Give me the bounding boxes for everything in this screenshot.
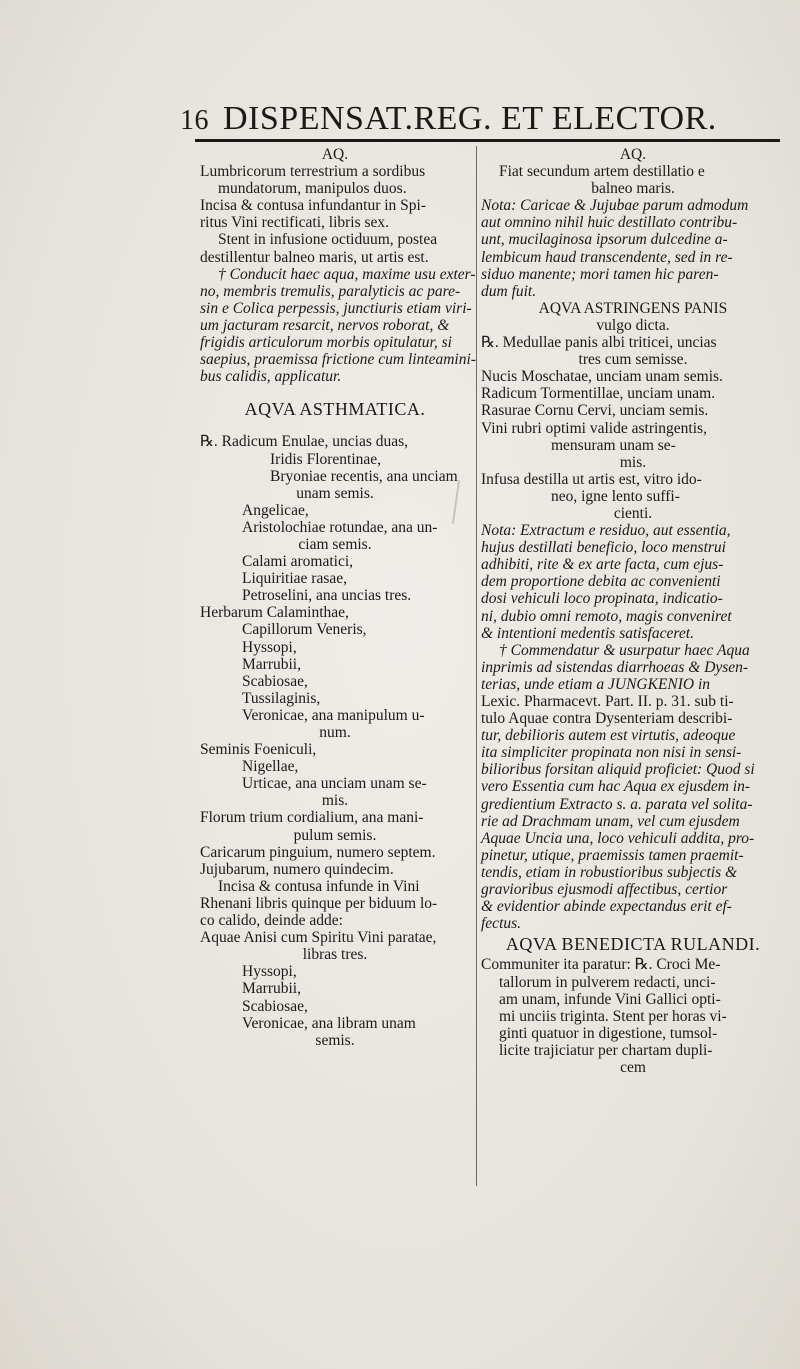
text-line: Urticae, ana unciam unam se- bbox=[242, 775, 427, 793]
text-line: adhibiti, rite & ex arte facta, cum ejus- bbox=[481, 556, 724, 574]
text-line: Angelicae, bbox=[242, 501, 309, 519]
text-line: Scabiosae, bbox=[242, 672, 308, 690]
text-line: dosi vehiculi loco propinata, indicatio- bbox=[481, 590, 723, 608]
text-line: no, membris tremulis, paralyticis ac pare- bbox=[200, 282, 461, 300]
text-line: Tussilaginis, bbox=[242, 689, 321, 707]
text-line: Nota: Extractum e residuo, aut essentia, bbox=[481, 522, 731, 540]
text-line: hujus destillati beneficio, loco menstrui bbox=[481, 539, 726, 557]
text-line: bus calidis, applicatur. bbox=[200, 368, 342, 386]
text-line: terias, unde etiam a JUNGKENIO in bbox=[481, 675, 711, 693]
text-line: Marrubii, bbox=[242, 980, 301, 998]
text-line: & evidentior abinde expectandus erit ef- bbox=[481, 898, 732, 916]
text-line: fectus. bbox=[481, 915, 522, 933]
text-line: Scabiosae, bbox=[242, 997, 308, 1015]
text-line: saepius, praemissa frictione cum linteamini- bbox=[200, 351, 476, 369]
text-line: am unam, infunde Vini Gallici opti- bbox=[499, 990, 721, 1008]
text-line: Incisa & contusa infunde in Vini bbox=[218, 877, 420, 895]
text-line: co calido, deinde adde: bbox=[200, 912, 343, 930]
text-line: Communiter ita paratur: ℞. Croci Me- bbox=[481, 956, 721, 974]
text-line: bilioribus forsitan aliquid proficiet: Quod si bbox=[481, 761, 755, 779]
text-line: Capillorum Veneris, bbox=[242, 621, 367, 639]
text-line: tur, debilioris autem est virtutis, adeoque bbox=[481, 727, 736, 745]
text-line: Seminis Foeniculi, bbox=[200, 741, 317, 759]
text-line: Herbarum Calaminthae, bbox=[200, 604, 349, 622]
text-line: mis. bbox=[619, 453, 647, 471]
text-line: ritus Vini rectificati, libris sex. bbox=[200, 214, 390, 232]
section-heading: AQVA BENEDICTA RULANDI. bbox=[505, 934, 761, 955]
text-line: vulgo dicta. bbox=[596, 316, 670, 334]
page-number: 16 bbox=[180, 105, 209, 136]
text-line: pulum semis. bbox=[293, 826, 377, 844]
text-line: destillentur balneo maris, ut artis est. bbox=[200, 248, 429, 266]
text-line: Hyssopi, bbox=[242, 638, 297, 656]
text-line: ni, dubio omni remoto, magis conveniret bbox=[481, 607, 732, 625]
text-line: semis. bbox=[315, 1031, 355, 1049]
text-line: mundatorum, manipulos duos. bbox=[218, 180, 407, 198]
spacer bbox=[200, 385, 470, 397]
text-line: gravioribus ejusmodi affectibus, certior bbox=[481, 881, 728, 899]
text-line: aut omnino nihil huic destillato contribu- bbox=[481, 214, 738, 232]
text-line: unam semis. bbox=[296, 484, 374, 502]
text-line: unt, mucilaginosa ipsorum dulcedine a- bbox=[481, 231, 728, 249]
text-line: Aristolochiae rotundae, ana un- bbox=[242, 518, 438, 536]
text-line: Bryoniae recentis, ana unciam bbox=[270, 467, 458, 485]
text-line: siduo manente; mori tamen hic paren- bbox=[481, 265, 719, 283]
text-line: Aquae Uncia una, loco vehiculi addita, pro- bbox=[481, 829, 755, 847]
text-line: AQ. bbox=[321, 146, 349, 163]
text-line: Lumbricorum terrestrium a sordibus bbox=[200, 163, 426, 181]
text-line: Florum trium cordialium, ana mani- bbox=[200, 809, 424, 827]
text-line: lembicum haud transcendente, sed in re- bbox=[481, 248, 733, 266]
text-line: AQ. bbox=[619, 146, 647, 163]
text-line: Rasurae Cornu Cervi, unciam semis. bbox=[481, 402, 709, 420]
text-line: cienti. bbox=[613, 504, 653, 522]
text-line: Fiat secundum artem destillatio e bbox=[499, 163, 705, 181]
text-line: rie ad Drachmam unam, vel cum ejusdem bbox=[481, 812, 740, 830]
text-line: tres cum semisse. bbox=[578, 351, 688, 369]
text-line: Caricarum pinguium, numero septem. bbox=[200, 843, 436, 861]
text-line: † Conducit haec aqua, maxime usu exter- bbox=[218, 265, 476, 283]
text-line: cem bbox=[620, 1058, 646, 1076]
running-title: DISPENSAT.REG. ET ELECTOR. bbox=[223, 100, 717, 137]
text-line: Marrubii, bbox=[242, 655, 301, 673]
text-line: Veronicae, ana libram unam bbox=[242, 1014, 416, 1032]
text-line: Hyssopi, bbox=[242, 963, 297, 981]
text-line: mis. bbox=[321, 792, 349, 810]
text-line: Jujubarum, numero quindecim. bbox=[200, 860, 394, 878]
text-line: balneo maris. bbox=[591, 180, 675, 198]
column-divider bbox=[476, 146, 477, 1186]
text-line: Rhenani libris quinque per biduum lo- bbox=[200, 894, 438, 912]
text-line: licite trajiciatur per chartam dupli- bbox=[499, 1041, 713, 1059]
text-line: Nigellae, bbox=[242, 758, 299, 776]
text-line: Lexic. Pharmacevt. Part. II. p. 31. sub ti- bbox=[481, 693, 734, 710]
text-line: tendis, etiam in robustioribus subjectis & bbox=[481, 863, 738, 881]
text-line: Nucis Moschatae, unciam unam semis. bbox=[481, 368, 723, 386]
right-column bbox=[481, 146, 785, 1076]
text-line: ginti quatuor in digestione, tumsol- bbox=[499, 1024, 718, 1042]
text-line: Iridis Florentinae, bbox=[270, 450, 382, 468]
text-line: † Commendatur & usurpatur haec Aqua bbox=[499, 641, 750, 659]
text-line: Liquiritiae rasae, bbox=[242, 570, 348, 588]
text-line: Infusa destilla ut artis est, vitro ido- bbox=[481, 470, 702, 488]
text-line: libras tres. bbox=[302, 946, 368, 964]
text-line: Incisa & contusa infundantur in Spi- bbox=[200, 197, 426, 215]
text-line: mensuram unam se- bbox=[551, 436, 676, 454]
text-line: Veronicae, ana manipulum u- bbox=[242, 706, 425, 724]
text-line: tallorum in pulverem redacti, unci- bbox=[499, 973, 716, 991]
spacer bbox=[200, 421, 470, 433]
text-line: Calami aromatici, bbox=[242, 553, 354, 571]
text-line: AQVA ASTRINGENS PANIS bbox=[538, 299, 728, 317]
text-line: Stent in infusione octiduum, postea bbox=[218, 231, 438, 249]
text-line: ita simpliciter propinata non nisi in sensi- bbox=[481, 744, 742, 762]
text-line: ℞. Medullae panis albi triticei, uncias bbox=[481, 334, 717, 352]
text-line: Radicum Tormentillae, unciam unam. bbox=[481, 385, 716, 403]
text-line: um jacturam resarcit, nervos roborat, & bbox=[200, 316, 450, 334]
text-line: tulo Aquae contra Dysenteriam describi- bbox=[481, 710, 733, 728]
header-rule bbox=[195, 139, 780, 142]
text-line: Nota: Caricae & Jujubae parum admodum bbox=[481, 197, 749, 215]
text-line: Petroselini, ana uncias tres. bbox=[242, 587, 412, 605]
text-line: neo, igne lento suffi- bbox=[551, 487, 680, 505]
text-line: gredientium Extracto s. a. parata vel solita- bbox=[481, 795, 753, 813]
text-line: Aquae Anisi cum Spiritu Vini paratae, bbox=[200, 929, 437, 947]
text-line: dem proportione debita ac convenienti bbox=[481, 573, 721, 591]
text-line: mi unciis triginta. Stent per horas vi- bbox=[499, 1007, 727, 1025]
text-line: inprimis ad sistendas diarrhoeas & Dysen- bbox=[481, 658, 749, 676]
text-line: frigidis articulorum morbis opitulatur, si bbox=[200, 334, 452, 352]
section-heading: AQVA ASTHMATICA. bbox=[244, 399, 426, 420]
text-line: Vini rubri optimi valide astringentis, bbox=[481, 419, 707, 437]
text-line: dum fuit. bbox=[481, 282, 537, 300]
text-line: ℞. Radicum Enulae, uncias duas, bbox=[200, 433, 409, 451]
text-line: & intentioni medentis satisfaceret. bbox=[481, 624, 694, 642]
left-column bbox=[200, 146, 476, 1049]
text-line: ciam semis. bbox=[298, 535, 372, 553]
text-line: vero Essentia cum hac Aqua ex ejusdem in- bbox=[481, 778, 751, 796]
text-line: sin e Colica perpessis, junctiuris etiam viri- bbox=[200, 299, 472, 317]
text-line: pinetur, utique, praemissis tamen praemit- bbox=[481, 846, 744, 864]
running-head bbox=[180, 100, 780, 140]
text-line: num. bbox=[319, 724, 351, 741]
